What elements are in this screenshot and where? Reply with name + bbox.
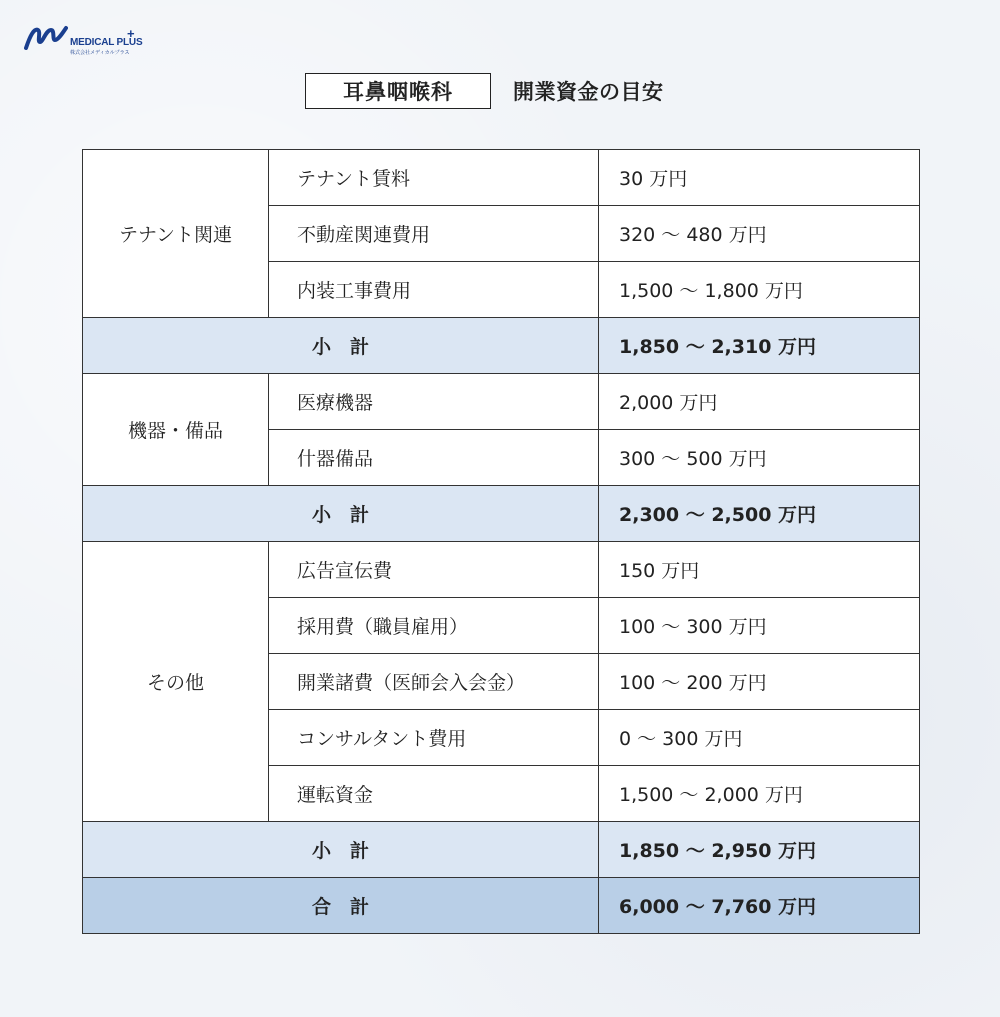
page-title <box>305 72 664 110</box>
item-amount: 1,500 ～ 1,800 万円 <box>599 262 920 318</box>
category-cell: テナント関連 <box>83 150 269 318</box>
item-amount: 2,000 万円 <box>599 374 920 430</box>
item-amount: 30 万円 <box>599 150 920 206</box>
item-amount: 0 ～ 300 万円 <box>599 710 920 766</box>
title-boxed: 耳鼻咽喉科 <box>305 73 491 109</box>
item-amount: 1,500 ～ 2,000 万円 <box>599 766 920 822</box>
item-amount: 100 ～ 300 万円 <box>599 598 920 654</box>
subtotal-row <box>83 822 920 878</box>
title-text: 開業資金の目安 <box>513 80 664 104</box>
category-cell: 機器・備品 <box>83 374 269 486</box>
subtotal-row <box>83 486 920 542</box>
item-label: 什器備品 <box>269 430 599 486</box>
total-label: 合 計 <box>83 878 599 934</box>
item-label: 医療機器 <box>269 374 599 430</box>
item-label: 運転資金 <box>269 766 599 822</box>
item-label: 不動産関連費用 <box>269 206 599 262</box>
table-row <box>83 150 920 206</box>
item-label: テナント賃料 <box>269 150 599 206</box>
item-label: 採用費（職員雇用） <box>269 598 599 654</box>
item-amount: 150 万円 <box>599 542 920 598</box>
subtotal-label: 小 計 <box>83 318 599 374</box>
category-cell: その他 <box>83 542 269 822</box>
total-amount: 6,000 ～ 7,760 万円 <box>599 878 920 934</box>
item-amount: 320 ～ 480 万円 <box>599 206 920 262</box>
subtotal-label: 小 計 <box>83 486 599 542</box>
logo-mark-icon <box>24 24 68 50</box>
subtotal-amount: 1,850 ～ 2,950 万円 <box>599 822 920 878</box>
medical-plus-logo <box>24 22 144 62</box>
table-row <box>83 374 920 430</box>
item-label: 開業諸費（医師会入会金） <box>269 654 599 710</box>
subtotal-label: 小 計 <box>83 822 599 878</box>
subtotal-row <box>83 318 920 374</box>
item-label: コンサルタント費用 <box>269 710 599 766</box>
table-row <box>83 542 920 598</box>
total-row <box>83 878 920 934</box>
item-amount: 100 ～ 200 万円 <box>599 654 920 710</box>
subtotal-amount: 1,850 ～ 2,310 万円 <box>599 318 920 374</box>
logo-plus: + <box>127 26 135 41</box>
logo-sub: 株式会社メディカルプラス <box>70 50 130 56</box>
item-amount: 300 ～ 500 万円 <box>599 430 920 486</box>
logo-name: MEDICAL PLUS <box>70 37 143 48</box>
item-label: 内装工事費用 <box>269 262 599 318</box>
item-label: 広告宣伝費 <box>269 542 599 598</box>
cost-table <box>82 149 920 934</box>
subtotal-amount: 2,300 ～ 2,500 万円 <box>599 486 920 542</box>
